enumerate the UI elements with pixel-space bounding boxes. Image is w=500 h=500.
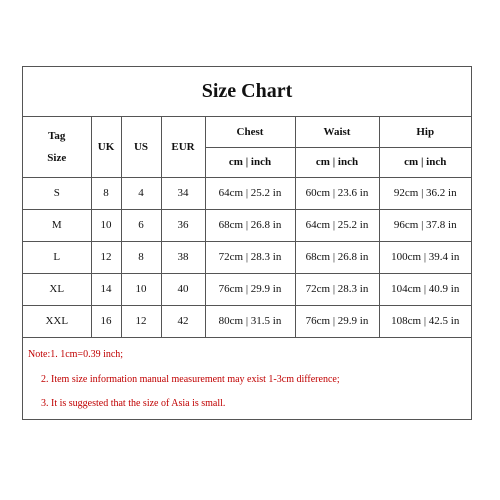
cell-size: XXL bbox=[23, 305, 91, 337]
header-eur: EUR bbox=[161, 117, 205, 177]
cell-eur: 36 bbox=[161, 209, 205, 241]
table-row bbox=[23, 273, 471, 305]
header-hip: Hip bbox=[379, 117, 471, 147]
cell-eur: 38 bbox=[161, 241, 205, 273]
header-waist: Waist bbox=[295, 117, 379, 147]
cell-size: L bbox=[23, 241, 91, 273]
cell-hip: 104cm | 40.9 in bbox=[379, 273, 471, 305]
cell-size: M bbox=[23, 209, 91, 241]
cell-uk: 12 bbox=[91, 241, 121, 273]
table-row bbox=[23, 241, 471, 273]
cell-us: 4 bbox=[121, 177, 161, 209]
cell-hip: 92cm | 36.2 in bbox=[379, 177, 471, 209]
cell-waist: 72cm | 28.3 in bbox=[295, 273, 379, 305]
cell-waist: 60cm | 23.6 in bbox=[295, 177, 379, 209]
header-us: US bbox=[121, 117, 161, 177]
cell-waist: 68cm | 26.8 in bbox=[295, 241, 379, 273]
table-row bbox=[23, 305, 471, 337]
cell-chest: 80cm | 31.5 in bbox=[205, 305, 295, 337]
cell-size: S bbox=[23, 177, 91, 209]
cell-chest: 76cm | 29.9 in bbox=[205, 273, 295, 305]
cell-uk: 14 bbox=[91, 273, 121, 305]
note-3: 3. It is suggested that the size of Asia is small. bbox=[41, 398, 226, 409]
cell-us: 10 bbox=[121, 273, 161, 305]
note-2: 2. Item size information manual measurement may exist 1-3cm difference; bbox=[41, 374, 340, 385]
note-1: Note:1. 1cm=0.39 inch; bbox=[28, 349, 124, 360]
header-row bbox=[23, 117, 471, 147]
size-chart bbox=[22, 66, 472, 420]
cell-uk: 8 bbox=[91, 177, 121, 209]
chart-title: Size Chart bbox=[23, 67, 471, 117]
cell-eur: 42 bbox=[161, 305, 205, 337]
header-tag-line2: Size bbox=[47, 151, 67, 164]
cell-us: 12 bbox=[121, 305, 161, 337]
cell-us: 8 bbox=[121, 241, 161, 273]
size-table bbox=[23, 117, 471, 338]
cell-hip: 100cm | 39.4 in bbox=[379, 241, 471, 273]
header-uk: UK bbox=[91, 117, 121, 177]
cell-eur: 40 bbox=[161, 273, 205, 305]
header-chest-unit: cm | inch bbox=[205, 147, 295, 177]
cell-chest: 72cm | 28.3 in bbox=[205, 241, 295, 273]
cell-waist: 64cm | 25.2 in bbox=[295, 209, 379, 241]
cell-chest: 68cm | 26.8 in bbox=[205, 209, 295, 241]
header-chest: Chest bbox=[205, 117, 295, 147]
cell-waist: 76cm | 29.9 in bbox=[295, 305, 379, 337]
cell-chest: 64cm | 25.2 in bbox=[205, 177, 295, 209]
cell-hip: 96cm | 37.8 in bbox=[379, 209, 471, 241]
header-tag-size bbox=[23, 117, 91, 177]
header-hip-unit: cm | inch bbox=[379, 147, 471, 177]
cell-hip: 108cm | 42.5 in bbox=[379, 305, 471, 337]
table-row bbox=[23, 177, 471, 209]
cell-uk: 16 bbox=[91, 305, 121, 337]
header-waist-unit: cm | inch bbox=[295, 147, 379, 177]
cell-uk: 10 bbox=[91, 209, 121, 241]
cell-us: 6 bbox=[121, 209, 161, 241]
header-tag-line1: Tag bbox=[48, 129, 66, 142]
cell-eur: 34 bbox=[161, 177, 205, 209]
cell-size: XL bbox=[23, 273, 91, 305]
table-row bbox=[23, 209, 471, 241]
